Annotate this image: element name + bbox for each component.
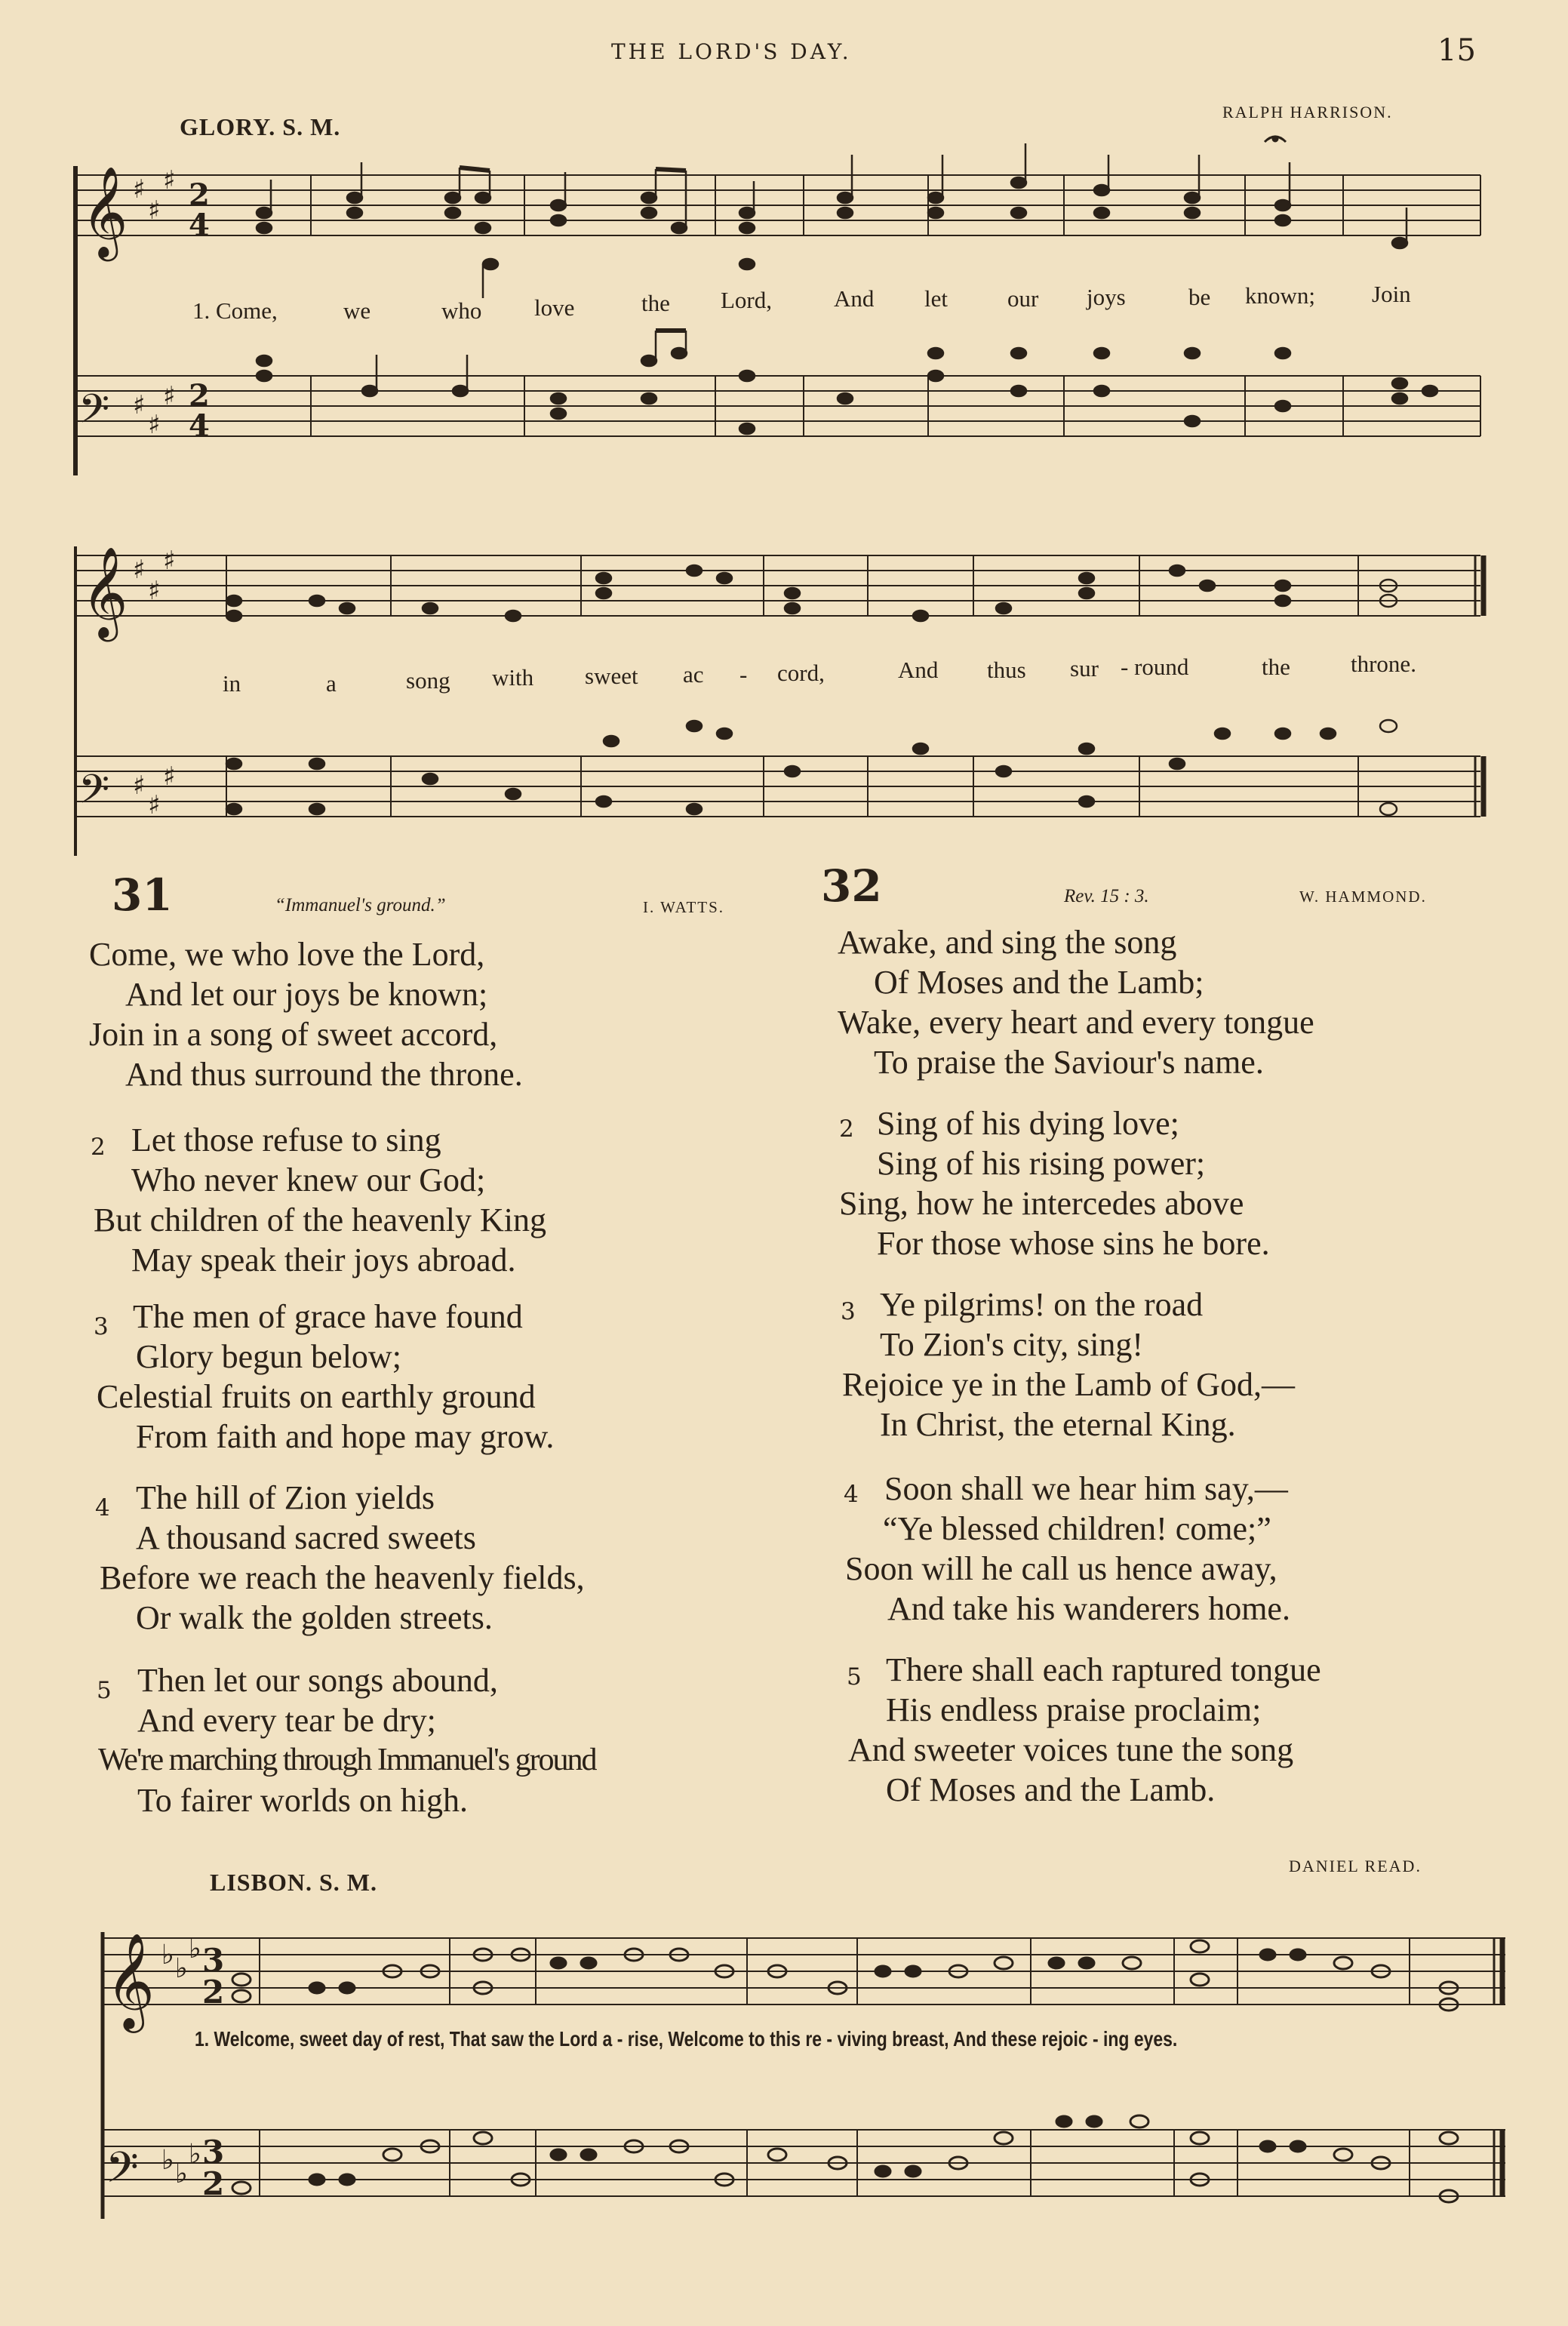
svg-text:♯: ♯ (148, 790, 161, 820)
lyric-syllable: - round (1121, 654, 1189, 680)
page-number: 15 (1437, 33, 1476, 68)
lyric-syllable: ac (683, 661, 704, 688)
lyric-syllable: in (223, 670, 241, 697)
lyric-syllable: the (641, 290, 670, 316)
lyric-syllable: cord, (777, 660, 825, 686)
hymn31-stanza-1 (89, 934, 523, 1094)
stanza-number: 4 (95, 1494, 110, 1521)
verse-line: Of Moses and the Lamb. (886, 1771, 1216, 1808)
svg-text:♯: ♯ (133, 771, 146, 801)
svg-text:4: 4 (189, 208, 210, 243)
hymn31-stanza-2 (94, 1120, 546, 1280)
verse-line: From faith and hope may grow. (136, 1418, 555, 1455)
lyric-syllable: love (534, 294, 575, 321)
verse-line: Join in a song of sweet accord, (89, 1016, 498, 1053)
svg-text:2: 2 (189, 378, 210, 414)
hymn32-stanza-5 (848, 1650, 1321, 1810)
hymn31-stanza-3 (97, 1297, 554, 1457)
svg-text:3: 3 (202, 2134, 225, 2171)
svg-text:♭: ♭ (161, 2145, 174, 2176)
svg-text:♯: ♯ (148, 195, 161, 226)
stanza-number: 3 (94, 1313, 109, 1340)
svg-text:2: 2 (202, 2165, 225, 2202)
verse-line: Celestial fruits on earthly ground (97, 1378, 536, 1415)
verse-line: And every tear be dry; (137, 1702, 436, 1739)
verse-line: The hill of Zion yields (136, 1479, 435, 1516)
verse-line: Sing of his dying love; (877, 1105, 1179, 1142)
verse-line: But children of the heavenly King (94, 1201, 546, 1238)
verse-line: And let our joys be known; (125, 976, 488, 1013)
hymn32-stanza-1 (838, 922, 1314, 1082)
bass-clef-icon: 𝄢 (106, 2143, 139, 2203)
svg-text:♭: ♭ (189, 2139, 201, 2170)
lyric-syllable: sur (1070, 655, 1099, 681)
stanza-number: 4 (844, 1481, 859, 1508)
verse-line: Soon will he call us hence away, (845, 1550, 1277, 1587)
lyric-syllable: - (739, 661, 748, 688)
svg-text:3: 3 (202, 1942, 225, 1979)
staff-treble-1 (75, 175, 1480, 235)
verse-line: Awake, and sing the song (838, 924, 1177, 961)
tune-title: GLORY. S. M. (180, 113, 341, 140)
music-score-system-1 (0, 0, 1568, 875)
lyric-syllable: song (406, 667, 450, 694)
lyric-syllable: let (924, 285, 948, 312)
verse-line: Rejoice ye in the Lamb of God,— (842, 1366, 1295, 1403)
lyric-syllable: And (898, 657, 939, 683)
tune-title: LISBON. S. M. (210, 1869, 377, 1896)
lyric-syllable: our (1007, 285, 1039, 312)
bass-notes-line1 (257, 331, 1437, 434)
svg-text:♯: ♯ (148, 410, 161, 440)
verse-line: For those whose sins he bore. (877, 1225, 1270, 1262)
verse-line: Sing of his rising power; (877, 1145, 1206, 1182)
verse-line: Wake, every heart and every tongue (838, 1004, 1314, 1041)
lyric-syllable: with (492, 664, 534, 691)
svg-text:♯: ♯ (133, 174, 146, 205)
verse-line: Sing, how he intercedes above (839, 1185, 1244, 1222)
hymn-subtitle: “Immanuel's ground.” (275, 895, 446, 915)
lyric-syllable: And (834, 285, 875, 312)
verse-line: We're marching through Immanuel's ground (98, 1743, 596, 1777)
lyric-syllable: the (1262, 654, 1290, 680)
hymn-author: I. WATTS. (643, 898, 725, 916)
lyric-syllable: known; (1245, 282, 1315, 309)
verse-line: His endless praise proclaim; (886, 1691, 1262, 1728)
stanza-number: 5 (97, 1677, 112, 1704)
verse-line: A thousand sacred sweets (136, 1519, 476, 1556)
hymn32-stanza-2 (839, 1103, 1270, 1263)
svg-text:4: 4 (189, 408, 210, 444)
treble-clef-icon: 𝄞 (81, 165, 128, 257)
verse-line: And thus surround the throne. (125, 1056, 523, 1093)
svg-text:♭: ♭ (175, 2158, 188, 2189)
svg-text:♯: ♯ (163, 165, 176, 195)
svg-text:♯: ♯ (133, 555, 146, 585)
tune-composer: RALPH HARRISON. (1222, 103, 1393, 122)
staff-treble-2 (75, 555, 1480, 616)
hymn32-stanza-4 (845, 1469, 1290, 1629)
stanza-number: 2 (91, 1134, 106, 1161)
svg-text:♯: ♯ (163, 761, 176, 792)
svg-text:2: 2 (189, 177, 210, 213)
svg-text:♯: ♯ (148, 576, 161, 606)
lyric-syllable: throne. (1351, 651, 1416, 677)
verse-line: And sweeter voices tune the song (848, 1731, 1294, 1768)
lyric-syllable: 1. Come, (192, 297, 278, 324)
verse-line: Or walk the golden streets. (136, 1599, 493, 1636)
hymn31-stanza-5 (98, 1660, 596, 1820)
lyric-syllable: Lord, (721, 287, 773, 313)
hymn31-stanza-4 (100, 1478, 585, 1638)
verse-line: Let those refuse to sing (131, 1121, 441, 1158)
notes-system-1 (226, 143, 1437, 815)
stanza-number: 2 (839, 1115, 854, 1143)
verse-line: And take his wanderers home. (887, 1590, 1290, 1627)
verse-line: In Christ, the eternal King. (880, 1406, 1236, 1443)
verse-line: To praise the Saviour's name. (874, 1044, 1264, 1081)
lyric-syllable: a (326, 670, 337, 697)
stanza-number: 3 (841, 1298, 856, 1325)
treble-notes-line2 (226, 565, 1397, 621)
svg-text:♭: ♭ (161, 1940, 174, 1971)
tune-composer: DANIEL READ. (1289, 1857, 1422, 1875)
treble-clef-icon: 𝄞 (81, 546, 128, 638)
tune2-lyrics: 1. Welcome, sweet day of rest, That saw the Lord a - rise, Welcome to this re - viving breast, And these rejoic - ing eyes. (195, 2027, 1178, 2051)
verse-line: Ye pilgrims! on the road (880, 1286, 1204, 1323)
verse-line: To fairer worlds on high. (137, 1782, 469, 1819)
lyric-syllable: we (343, 297, 371, 324)
stanza-number: 5 (847, 1663, 862, 1691)
verse-line: Then let our songs abound, (137, 1662, 498, 1699)
verse-line: Come, we who love the Lord, (89, 936, 485, 973)
verse-line: “Ye blessed children! come;” (883, 1510, 1271, 1547)
hymn32-stanza-3 (842, 1285, 1295, 1445)
lyric-syllable: sweet (585, 663, 638, 689)
lyric-syllable: joys (1087, 284, 1126, 310)
lyric-syllable: thus (987, 657, 1026, 683)
verse-line: Glory begun below; (136, 1338, 401, 1375)
svg-text:♯: ♯ (163, 546, 176, 576)
staff-bass-2 (75, 756, 1480, 817)
verse-line: To Zion's city, sing! (880, 1326, 1144, 1363)
hymn-subtitle: Rev. 15 : 3. (1064, 886, 1149, 906)
svg-text:♭: ♭ (175, 1953, 188, 1984)
verse-line: The men of grace have found (133, 1298, 523, 1335)
lyric-syllable: Join (1372, 281, 1411, 307)
hymn-number-32: 32 (821, 860, 882, 912)
hymn-number-31: 31 (112, 869, 173, 921)
svg-text:♭: ♭ (189, 1934, 201, 1964)
svg-text:♯: ♯ (163, 381, 176, 411)
lyric-syllable: be (1188, 284, 1211, 310)
staff-bass-1 (75, 376, 1480, 436)
lyric-syllable: who (441, 297, 482, 324)
verse-line: May speak their joys abroad. (131, 1241, 516, 1278)
svg-text:♯: ♯ (133, 390, 146, 420)
verse-line: Who never knew our God; (131, 1161, 486, 1198)
verse-line: Soon shall we hear him say,— (884, 1470, 1288, 1507)
bass-clef-icon: 𝄢 (78, 386, 110, 442)
verse-line: There shall each raptured tongue (886, 1651, 1321, 1688)
treble-clef-icon: 𝄞 (106, 1932, 155, 2029)
bass-clef-icon: 𝄢 (78, 767, 110, 823)
hymn-author: W. HAMMOND. (1299, 888, 1427, 906)
svg-text:2: 2 (202, 1974, 225, 2011)
running-title: THE LORD'S DAY. (611, 39, 852, 64)
verse-line: Of Moses and the Lamb; (874, 964, 1204, 1001)
verse-line: Before we reach the heavenly fields, (100, 1559, 585, 1596)
